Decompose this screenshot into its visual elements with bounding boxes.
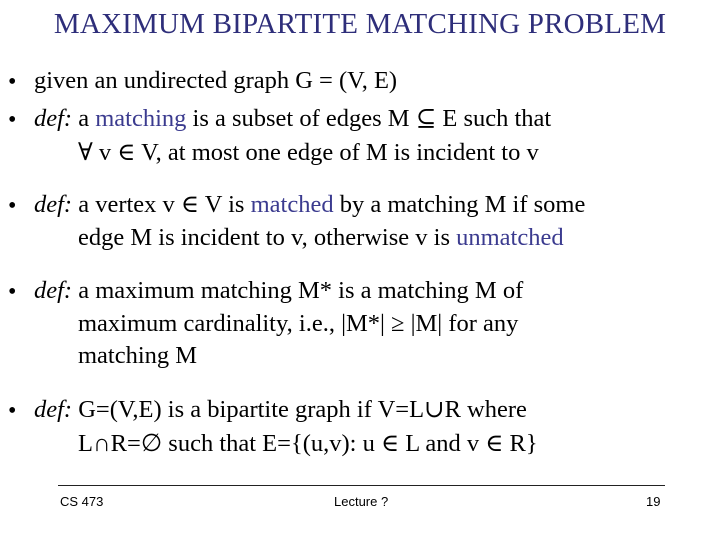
bullet-4-line-2: maximum cardinality, i.e., |M*| ≥ |M| for any	[78, 310, 519, 337]
def-label: def:	[34, 191, 73, 218]
term-matching: matching	[95, 105, 187, 132]
bullet-1-marker: •	[8, 69, 17, 95]
bullet-5-marker: •	[8, 398, 17, 424]
bullet-4-line-3: matching M	[78, 342, 198, 369]
bullet-2-line-1	[34, 103, 551, 135]
bullet-2-rest: is a subset of edges M ⊆ E such that	[192, 105, 552, 132]
def-label: def:	[34, 396, 73, 423]
bullet-4-text-1: a maximum matching M* is a matching M of	[78, 277, 524, 304]
bullet-1-text: given an undirected graph G = (V, E)	[34, 67, 398, 94]
bullet-3-cont: edge M is incident to v, otherwise v is	[78, 224, 450, 251]
bullet-3-line-2	[78, 222, 564, 254]
bullet-3-marker: •	[8, 193, 17, 219]
bullet-2-line-2: ∀ v ∈ V, at most one edge of M is incident to v	[78, 139, 539, 166]
bullet-4-marker: •	[8, 279, 17, 305]
def-label: def:	[34, 105, 73, 132]
bullet-5-text-1: G=(V,E) is a bipartite graph if V=L∪R where	[78, 396, 527, 423]
footer-divider	[58, 485, 665, 486]
footer-course: CS 473	[60, 494, 104, 509]
term-matched: matched	[250, 191, 334, 218]
term-unmatched: unmatched	[456, 224, 564, 251]
bullet-4-line-1	[34, 275, 523, 307]
bullet-3-line-1	[34, 189, 585, 221]
footer-page-number: 19	[646, 494, 661, 509]
bullet-5-line-1	[34, 394, 527, 426]
bullet-3-pre: a vertex v ∈ V is	[78, 191, 245, 218]
bullet-5-line-2: L∩R=∅ such that E={(u,v): u ∈ L and v ∈ R}	[78, 430, 538, 457]
slide-title: MAXIMUM BIPARTITE MATCHING PROBLEM	[53, 8, 667, 40]
article-a: a	[78, 105, 90, 132]
def-label: def:	[34, 277, 73, 304]
bullet-2-marker: •	[8, 107, 17, 133]
bullet-3-post: by a matching M if some	[339, 191, 586, 218]
footer-lecture: Lecture ?	[334, 494, 389, 509]
